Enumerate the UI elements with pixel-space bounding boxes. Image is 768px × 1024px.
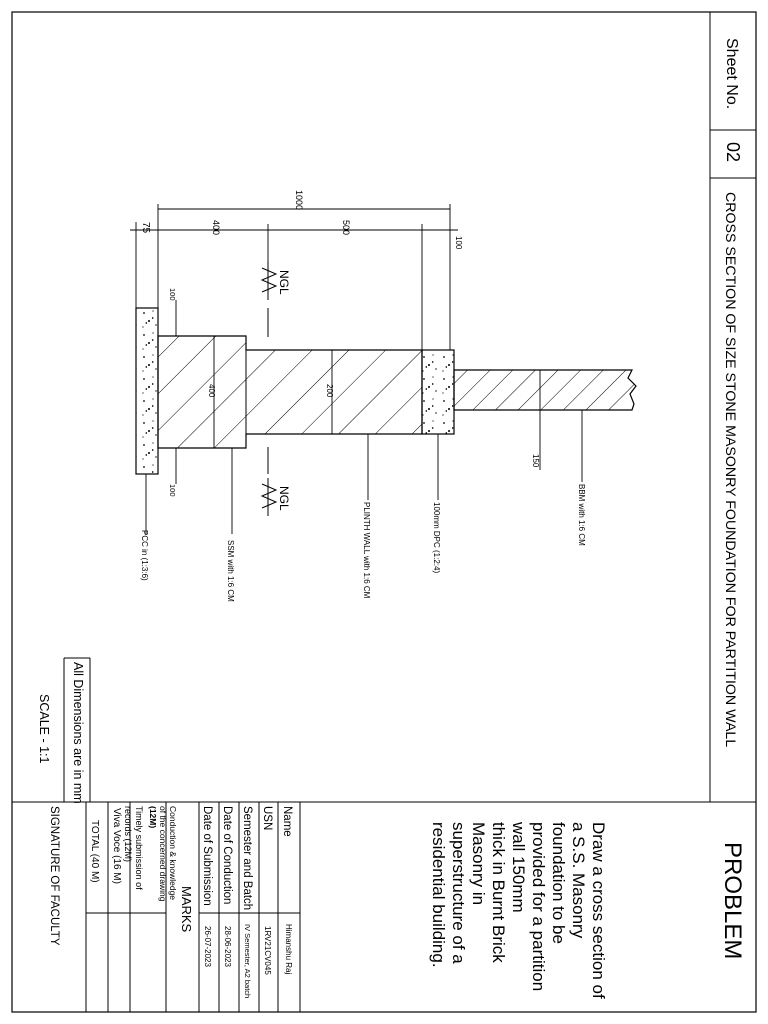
- sheet-number: 02: [723, 142, 743, 163]
- submission-date-value: 26-07-2023: [203, 926, 212, 967]
- problem-line: foundation to be: [549, 822, 568, 944]
- marks-viva: Viva Voce (16 M): [111, 808, 122, 884]
- dpc-layer: [422, 350, 454, 434]
- dim-500: 500: [341, 220, 351, 236]
- semester-label: Semester and Batch: [241, 806, 253, 911]
- problem-line: provided for a partition: [529, 822, 548, 992]
- brick-wall: [454, 370, 636, 410]
- foundation-section: [130, 190, 636, 602]
- ngl-symbol-top: [262, 268, 276, 292]
- dim-200: 200: [325, 384, 334, 398]
- ssm-footing: [158, 336, 422, 448]
- marks-timely-line2: records (12M): [123, 806, 133, 863]
- label-dpc: 100mm DPC (1:2:4): [432, 502, 441, 574]
- problem-line: Draw a cross section of: [589, 822, 608, 999]
- dim-400-inner: 400: [207, 384, 216, 398]
- name-value: Himanshu Raj: [284, 924, 293, 975]
- ngl-label-top: NGL: [277, 270, 291, 295]
- marks-conduction-line2: of the concerned drawing: [158, 806, 168, 902]
- label-ssm: SSM with 1:6 CM: [226, 540, 235, 602]
- name-label: Name: [281, 806, 293, 837]
- marks-conduction-line1: Conduction & knowledge: [168, 806, 178, 901]
- ngl-label-bottom: NGL: [277, 486, 291, 511]
- marks-total: TOTAL (40 M): [89, 820, 100, 883]
- problem-heading: PROBLEM: [719, 842, 746, 960]
- dim-400: 400: [211, 220, 221, 236]
- dim-150: 150: [531, 454, 540, 468]
- marks-heading: MARKS: [179, 886, 194, 933]
- marks-timely-line1: Timely submission of: [134, 806, 144, 890]
- dim-100-right: 100: [168, 484, 177, 497]
- faculty-signature-label: SIGNATURE OF FACULTY: [48, 806, 60, 946]
- problem-line: superstructure of a: [449, 822, 468, 964]
- dim-100-left: 100: [168, 288, 177, 301]
- label-bbm: BBM with 1:6 CM: [577, 484, 586, 546]
- ngl-symbol-bottom: [262, 484, 276, 508]
- dimensions-note: All Dimensions are in mm: [71, 662, 85, 804]
- submission-date-label: Date of Submission: [201, 806, 213, 906]
- label-pcc: PCC in (1:3:6): [140, 530, 149, 581]
- conduction-date-label: Date of Conduction: [221, 806, 233, 905]
- conduction-date-value: 28-06-2023: [223, 926, 232, 967]
- problem-line: Masonry in: [469, 822, 488, 906]
- marks-conduction-line3: (12M): [148, 806, 158, 829]
- problem-line: wall 150mm: [509, 822, 528, 913]
- usn-value: 1RV21CV045: [263, 926, 272, 975]
- dim-1000: 1000: [294, 190, 304, 211]
- drawing-title: CROSS SECTION OF SIZE STONE MASONRY FOUNDATION FOR PARTITION WALL: [722, 192, 738, 748]
- dim-100-top: 100: [454, 236, 463, 250]
- problem-line: a S.S. Masonry: [569, 822, 588, 939]
- scale-note: SCALE - 1:1: [37, 694, 51, 764]
- dim-75: 75: [140, 222, 151, 234]
- label-plinth: PLINTH WALL with 1:6 CM: [362, 502, 371, 599]
- problem-line: thick in Burnt Brick: [489, 822, 508, 963]
- problem-line: residential building.: [429, 822, 448, 968]
- pcc-bed: [136, 308, 158, 474]
- semester-value: IV Semester, A2 batch: [243, 924, 252, 999]
- usn-label: USN: [261, 806, 273, 831]
- sheet-label: Sheet No.: [723, 38, 740, 110]
- problem-text: [429, 821, 608, 999]
